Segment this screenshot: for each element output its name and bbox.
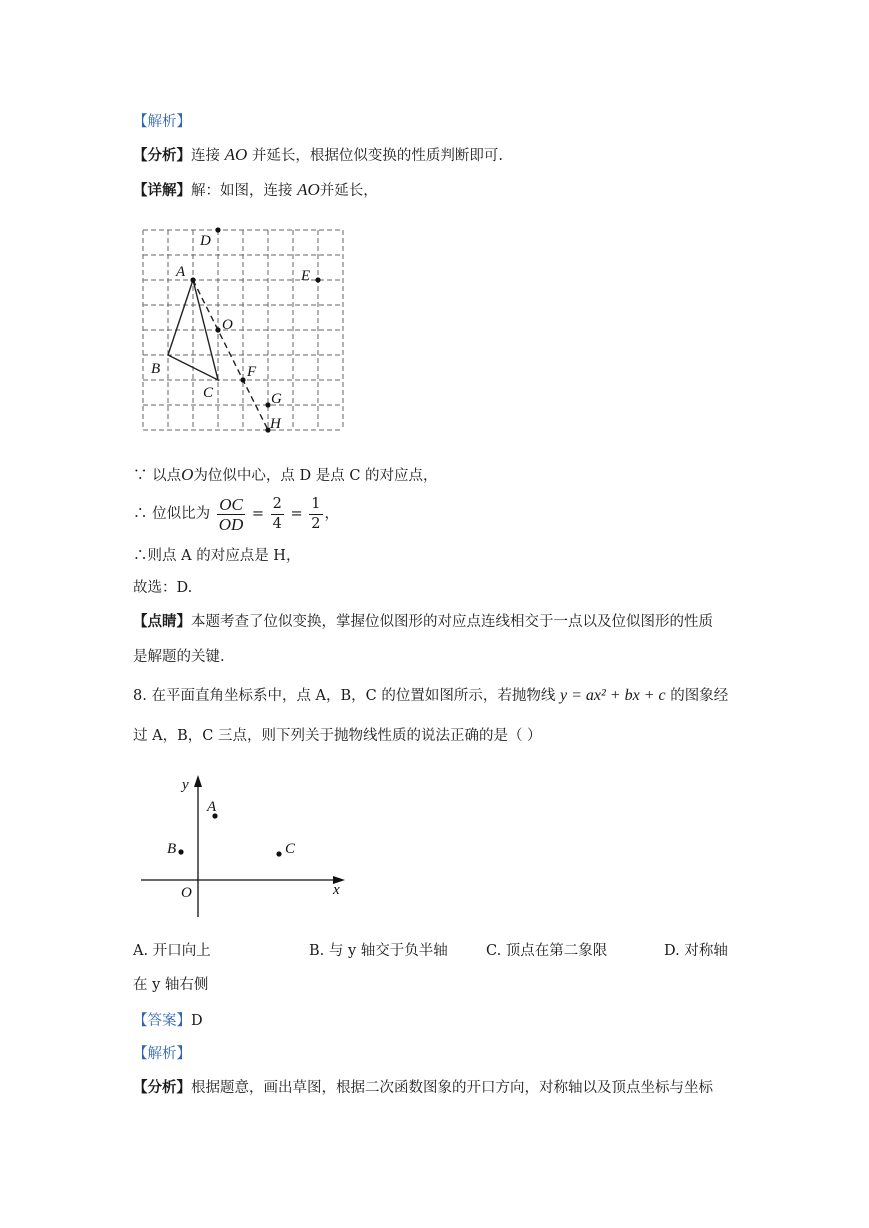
label-h: H	[270, 416, 281, 432]
label-point-c: C	[285, 841, 296, 857]
option-d: D. 对称轴	[664, 943, 728, 959]
point-b	[178, 849, 183, 854]
analysis-tag: 【解析】	[133, 114, 191, 130]
q8-fenxi-line	[133, 1078, 713, 1098]
frac3-numerator: 1	[309, 495, 322, 515]
choice-line: 故选：D.	[133, 580, 193, 596]
frac1-numerator: OC	[217, 495, 246, 515]
dashed-grid	[143, 230, 343, 430]
label-point-a: A	[207, 799, 217, 815]
label-o: O	[222, 317, 233, 333]
option-c: C. 顶点在第二象限	[486, 943, 608, 959]
ratio-line	[133, 494, 339, 534]
fenxi-tag: 【分析】	[133, 147, 191, 164]
dianjing-text1: 本题考查了位似变换，掌握位似图形的对应点连线相交于一点以及位似图形的性质	[191, 614, 713, 630]
fenxi-post: 并延长，根据位似变换的性质判断即可.	[251, 148, 503, 164]
label-g: G	[271, 391, 282, 407]
dianjing-line	[133, 612, 713, 632]
analysis-line	[133, 145, 503, 166]
xiangjie-pre: 解：如图，连接	[191, 183, 293, 199]
homothety-grid-figure	[138, 222, 353, 437]
label-b: B	[151, 361, 161, 377]
answer-tag: 【答案】	[133, 1013, 191, 1029]
because-symbol: ∵	[133, 468, 148, 484]
q8-analysis-tag: 【解析】	[133, 1046, 191, 1062]
option-b: B. 与 y 轴交于负半轴	[309, 943, 448, 959]
q8-pre: 8. 在平面直角坐标系中，点 A，B，C 的位置如图所示，若抛物线	[133, 688, 556, 704]
because-var: O	[181, 465, 194, 484]
because-pre: 以点	[152, 468, 182, 484]
option-d-continued: 在 y 轴右侧	[133, 977, 209, 993]
fenxi-var: AO	[224, 145, 248, 164]
x-axis-label: x	[333, 882, 340, 898]
xiangjie-tag: 【详解】	[133, 182, 191, 199]
y-axis-label: y	[182, 777, 189, 793]
because-line	[133, 465, 438, 486]
q8-post: 的图象经	[670, 688, 729, 704]
label-c: C	[203, 385, 214, 401]
answer-line	[133, 1011, 203, 1031]
label-e: E	[301, 268, 311, 284]
xiangjie-post: 并延长，	[319, 183, 378, 199]
fenxi-pre: 连接	[191, 148, 220, 164]
therefore-symbol: ∴	[133, 506, 148, 522]
because-post: 为位似中心，点 D 是点 C 的对应点，	[193, 468, 438, 484]
ratio-pre: 位似比为	[152, 506, 211, 522]
origin-label: O	[181, 885, 192, 901]
correspondence-text: 则点 A 的对应点是 H，	[147, 548, 301, 564]
option-a: A. 开口向上	[133, 943, 211, 959]
ratio-post: ，	[324, 506, 339, 522]
frac3-denominator: 2	[311, 515, 321, 532]
dianjing-tag: 【点睛】	[133, 613, 191, 630]
label-point-b: B	[167, 841, 177, 857]
q8-formula: y = ax² + bx + c	[560, 687, 666, 704]
label-a: A	[176, 264, 186, 280]
frac1-denominator: OD	[218, 514, 244, 534]
question8-line2: 过 A，B，C 三点，则下列关于抛物线性质的说法正确的是（ ）	[133, 728, 542, 744]
equals-2: =	[290, 506, 303, 522]
label-f: F	[247, 364, 257, 380]
detail-line	[133, 180, 378, 201]
frac2-denominator: 4	[272, 515, 282, 532]
q8-fenxi-text: 根据题意，画出草图，根据二次函数图象的开口方向，对称轴以及顶点坐标与坐标	[191, 1080, 713, 1096]
correspondence-line	[133, 546, 300, 566]
answer-value: D	[191, 1013, 203, 1029]
fraction-2-4	[271, 495, 284, 534]
xiangjie-var: AO	[297, 180, 320, 199]
q8-fenxi-tag: 【分析】	[133, 1079, 191, 1096]
coordinate-figure	[138, 770, 353, 920]
point-c	[276, 851, 281, 856]
label-d: D	[200, 233, 211, 249]
fraction-oc-od	[217, 495, 246, 534]
frac2-numerator: 2	[271, 495, 284, 515]
y-axis-arrow	[194, 775, 202, 787]
dianjing-line2: 是解题的关键.	[133, 649, 225, 665]
question8-line1	[133, 686, 728, 706]
therefore2-symbol: ∴	[133, 548, 148, 564]
equals-1: =	[251, 506, 265, 522]
fraction-1-2	[309, 495, 322, 534]
